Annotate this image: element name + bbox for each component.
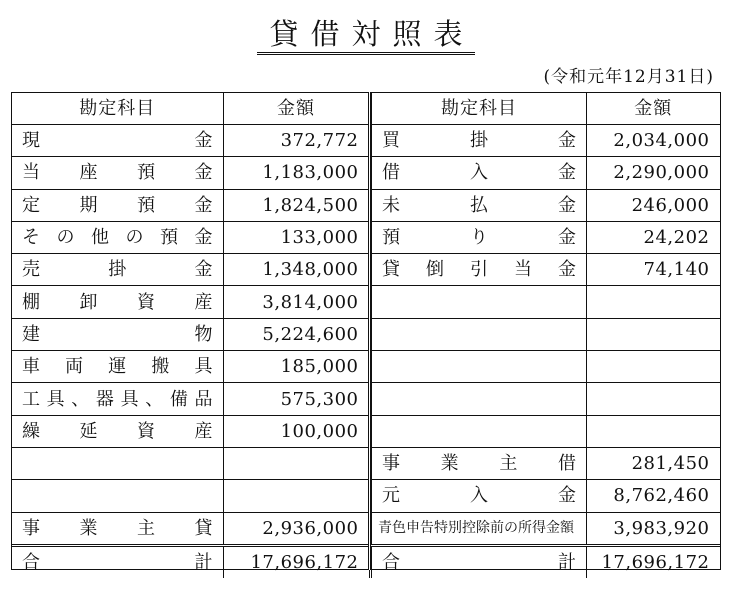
assets-amount: 1,824,500 <box>223 189 369 221</box>
assets-account-name <box>12 221 223 253</box>
liabilities-table <box>371 93 720 578</box>
table-row <box>372 318 720 350</box>
assets-amount: 372,772 <box>223 125 369 157</box>
table-row <box>372 157 720 189</box>
assets-account-name-text: 売 掛 金 <box>22 259 213 281</box>
table-row <box>372 383 720 415</box>
liabilities-amount: 74,140 <box>587 254 720 286</box>
liabilities-account-name-text: 預 り 金 <box>382 227 576 249</box>
assets-account-name <box>12 447 223 479</box>
liabilities-amount <box>587 415 720 447</box>
liabilities-account-name <box>372 254 587 286</box>
liabilities-account-name-text: 借 入 金 <box>382 162 576 184</box>
liabilities-amount <box>587 286 720 318</box>
assets-account-name <box>12 383 223 415</box>
table-row <box>372 512 720 545</box>
table-row <box>12 351 369 383</box>
table-row <box>12 447 369 479</box>
liabilities-amount: 8,762,460 <box>587 480 720 512</box>
liabilities-total-amount: 17,696,172 <box>587 545 720 578</box>
liabilities-amount: 2,034,000 <box>587 125 720 157</box>
table-row <box>372 447 720 479</box>
assets-account-name <box>12 512 223 545</box>
table-row <box>12 254 369 286</box>
table-row <box>12 125 369 157</box>
liabilities-account-name-text: 買 掛 金 <box>382 130 576 152</box>
table-row <box>372 480 720 512</box>
assets-amount: 2,936,000 <box>223 512 369 545</box>
liabilities-amount <box>587 318 720 350</box>
assets-amount: 185,000 <box>223 351 369 383</box>
table-row <box>372 415 720 447</box>
assets-amount: 5,224,600 <box>223 318 369 350</box>
liabilities-account-name-text: 未 払 金 <box>382 194 576 216</box>
assets-total-label <box>12 545 223 578</box>
liabilities-amount-header: 金額 <box>587 93 720 125</box>
liabilities-account-name <box>372 157 587 189</box>
assets-account-name <box>12 189 223 221</box>
table-row <box>372 286 720 318</box>
assets-item-header: 勘定科目 <box>12 93 223 125</box>
table-row <box>372 254 720 286</box>
assets-amount: 575,300 <box>223 383 369 415</box>
liabilities-amount: 2,290,000 <box>587 157 720 189</box>
assets-account-name-text: 工 具 、 器 具 、 備 品 <box>22 388 213 410</box>
assets-account-name <box>12 254 223 286</box>
assets-account-name <box>12 157 223 189</box>
assets-account-name-text: 棚 卸 資 産 <box>22 291 213 313</box>
total-row <box>12 545 369 578</box>
assets-account-name-text: そ の 他 の 預 金 <box>22 227 213 249</box>
assets-amount-header: 金額 <box>223 93 369 125</box>
assets-amount: 3,814,000 <box>223 286 369 318</box>
assets-account-name <box>12 286 223 318</box>
liabilities-amount: 246,000 <box>587 189 720 221</box>
assets-total-amount: 17,696,172 <box>223 545 369 578</box>
assets-amount: 1,348,000 <box>223 254 369 286</box>
liabilities-account-name: 青色申告特別控除前の所得金額 <box>372 512 587 545</box>
liabilities-total-label-text: 合 計 <box>382 551 576 573</box>
liabilities-account-name <box>372 189 587 221</box>
table-row <box>12 286 369 318</box>
assets-amount <box>223 447 369 479</box>
assets-account-name <box>12 125 223 157</box>
assets-account-name-text: 定 期 預 金 <box>22 194 213 216</box>
table-row <box>372 351 720 383</box>
assets-account-name-text: 車 両 運 搬 具 <box>22 356 213 378</box>
liabilities-account-name <box>372 221 587 253</box>
table-row <box>372 125 720 157</box>
assets-account-name-text: 現 金 <box>22 130 213 152</box>
table-row <box>12 512 369 545</box>
table-row <box>12 415 369 447</box>
liabilities-account-name-text: 事 業 主 借 <box>382 453 576 475</box>
liabilities-account-name <box>372 318 587 350</box>
table-row <box>12 157 369 189</box>
assets-amount: 133,000 <box>223 221 369 253</box>
assets-account-name-text: 当 座 預 金 <box>22 162 213 184</box>
liabilities-total-label <box>372 545 587 578</box>
liabilities-amount <box>587 351 720 383</box>
liabilities-account-name <box>372 125 587 157</box>
total-row <box>372 545 720 578</box>
liabilities-amount <box>587 383 720 415</box>
liabilities-account-name-text: 貸 倒 引 当 金 <box>382 259 576 281</box>
document-title: 貸借対照表 <box>0 14 732 54</box>
assets-amount: 100,000 <box>223 415 369 447</box>
liabilities-item-header: 勘定科目 <box>372 93 587 125</box>
table-row <box>12 189 369 221</box>
assets-total-label-text: 合 計 <box>22 551 213 573</box>
assets-account-name <box>12 351 223 383</box>
report-date: (令和元年12月31日) <box>543 67 714 87</box>
table-row <box>12 318 369 350</box>
liabilities-account-name <box>372 383 587 415</box>
balance-sheet <box>11 92 721 573</box>
liabilities-account-name <box>372 480 587 512</box>
table-row <box>12 480 369 512</box>
liabilities-account-name <box>372 286 587 318</box>
liabilities-amount: 3,983,920 <box>587 512 720 545</box>
assets-amount <box>223 480 369 512</box>
assets-table <box>12 93 370 578</box>
liabilities-account-name <box>372 447 587 479</box>
assets-account-name-text: 事 業 主 貸 <box>22 517 213 539</box>
assets-account-name-text: 建 物 <box>22 323 213 345</box>
table-row <box>372 221 720 253</box>
liabilities-account-name <box>372 415 587 447</box>
liabilities-amount: 281,450 <box>587 447 720 479</box>
liabilities-account-name <box>372 351 587 383</box>
table-row <box>372 189 720 221</box>
assets-amount: 1,183,000 <box>223 157 369 189</box>
assets-account-name <box>12 318 223 350</box>
table-row <box>12 221 369 253</box>
assets-account-name-text: 繰 延 資 産 <box>22 420 213 442</box>
liabilities-amount: 24,202 <box>587 221 720 253</box>
table-row <box>12 383 369 415</box>
assets-account-name <box>12 480 223 512</box>
liabilities-account-name-text: 元 入 金 <box>382 485 576 507</box>
assets-account-name <box>12 415 223 447</box>
